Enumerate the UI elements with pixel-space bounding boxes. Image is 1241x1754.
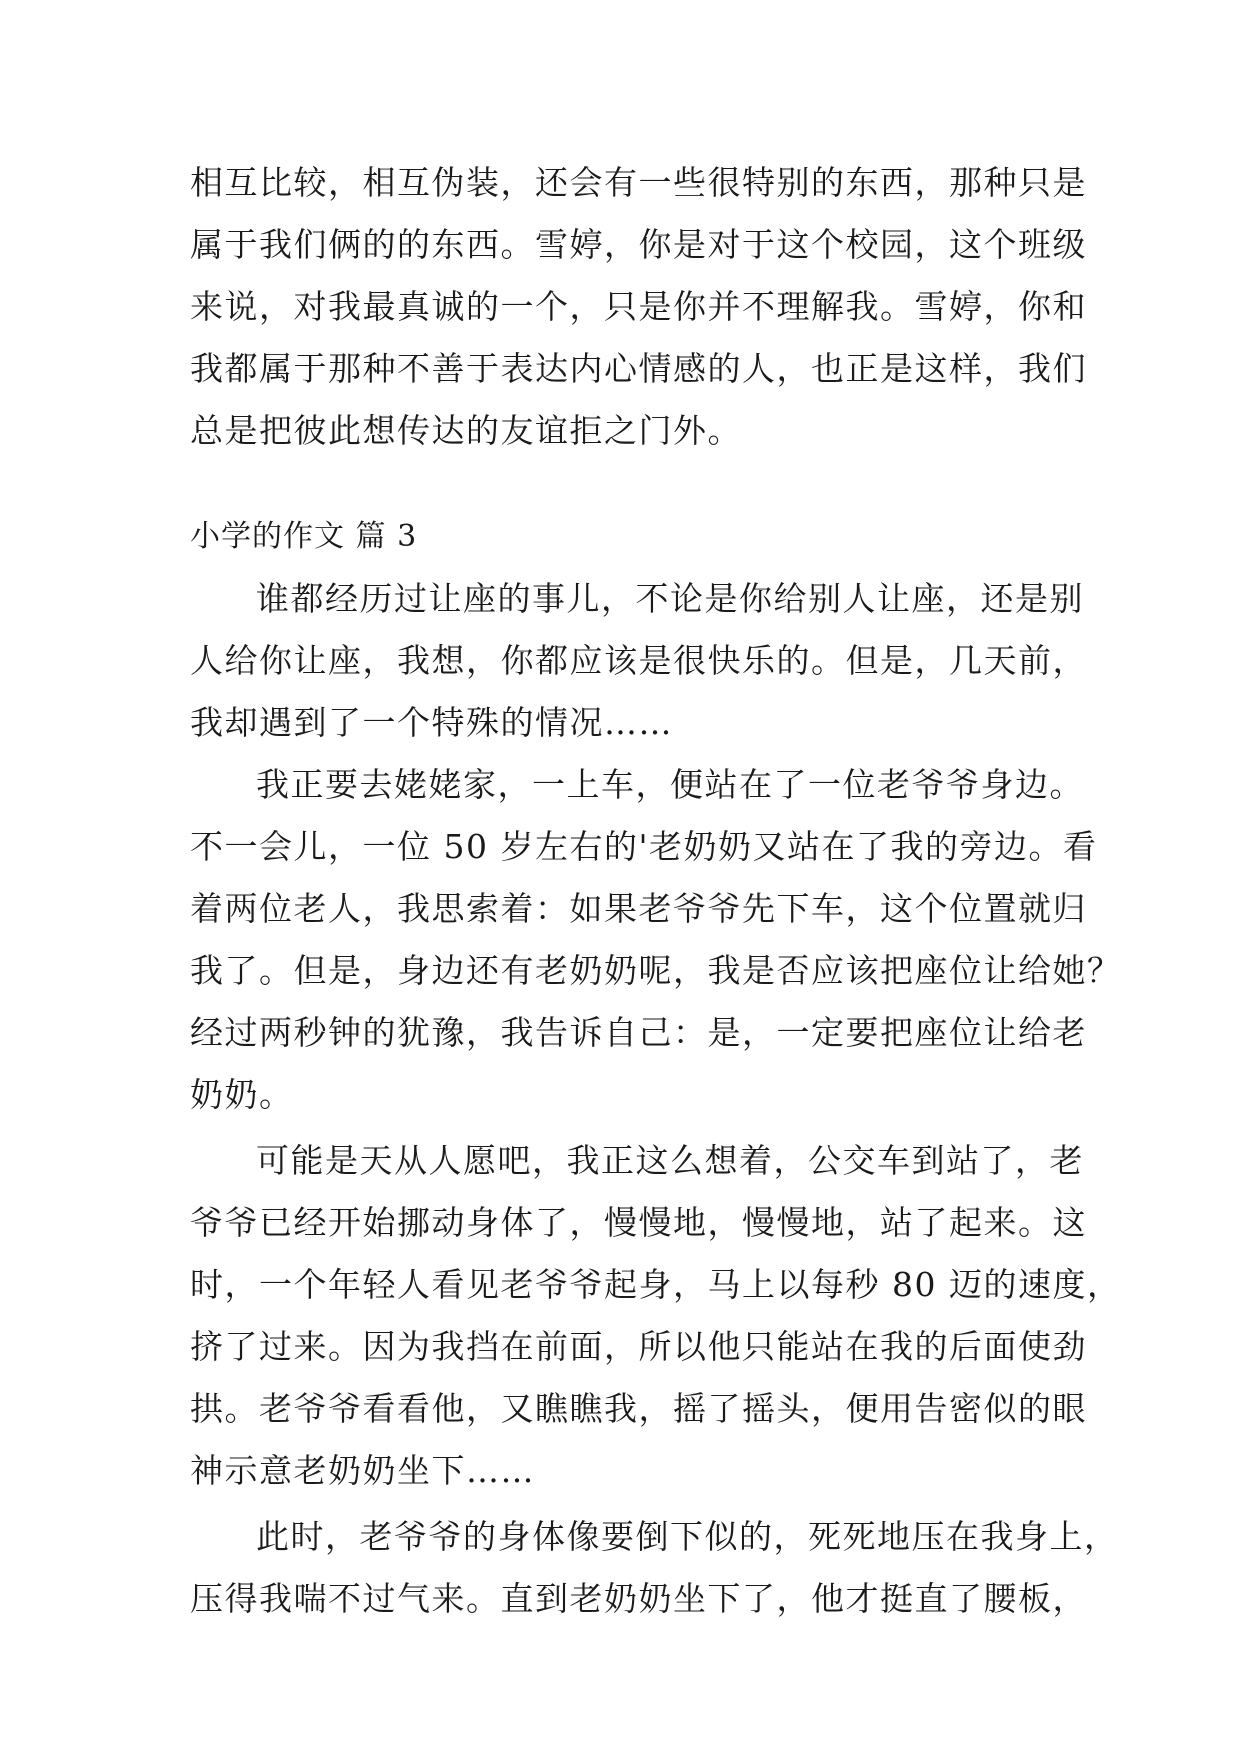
text-line: 挤了过来。因为我挡在前面，所以他只能站在我的后面使劲 — [190, 1327, 1087, 1366]
paragraph-1 — [190, 568, 1087, 754]
text-line: 爷爷已经开始挪动身体了，慢慢地，慢慢地，站了起来。这 — [190, 1203, 1087, 1242]
text-line: 奶奶。 — [190, 1075, 294, 1114]
section-heading: 小学的作文 篇 3 — [190, 519, 418, 554]
text-line: 此时，老爷爷的身体像要倒下似的，死死地压在我身上， — [256, 1517, 1119, 1556]
text-line: 人给你让座，我想，你都应该是很快乐的。但是，几天前， — [190, 641, 1087, 680]
text-line: 不一会儿，一位 50 岁左右的'老奶奶又站在了我的旁边。看 — [190, 827, 1098, 866]
text-line: 我了。但是，身边还有老奶奶呢，我是否应该把座位让给她？ — [190, 951, 1122, 990]
text-line: 我却遇到了一个特殊的情况…… — [190, 703, 673, 742]
text-line: 我都属于那种不善于表达内心情感的人，也正是这样，我们 — [190, 349, 1087, 388]
top-paragraph — [190, 152, 1087, 462]
paragraph-2 — [190, 754, 1122, 1126]
text-line: 经过两秒钟的犹豫，我告诉自己：是，一定要把座位让给老 — [190, 1013, 1087, 1052]
text-line: 时，一个年轻人看见老爷爷起身，马上以每秒 80 迈的速度， — [190, 1265, 1122, 1304]
paragraph-4 — [190, 1506, 1119, 1630]
document-body — [190, 152, 1122, 1630]
text-line: 神示意老奶奶坐下…… — [190, 1451, 535, 1490]
text-line: 可能是天从人愿吧，我正这么想着，公交车到站了，老 — [256, 1141, 1084, 1180]
text-line: 我正要去姥姥家，一上车，便站在了一位老爷爷身边。 — [256, 765, 1084, 804]
text-line: 着两位老人，我思索着：如果老爷爷先下车，这个位置就归 — [190, 889, 1087, 928]
text-line: 谁都经历过让座的事儿，不论是你给别人让座，还是别 — [256, 579, 1084, 618]
text-line: 来说，对我最真诚的一个，只是你并不理解我。雪婷，你和 — [190, 287, 1087, 326]
paragraph-3 — [190, 1130, 1122, 1502]
text-line: 属于我们俩的的东西。雪婷，你是对于这个校园，这个班级 — [190, 225, 1087, 264]
text-line: 拱。老爷爷看看他，又瞧瞧我，摇了摇头，便用告密似的眼 — [190, 1389, 1087, 1428]
section-spacer — [190, 462, 1050, 506]
text-line: 相互比较，相互伪装，还会有一些很特别的东西，那种只是 — [190, 163, 1087, 202]
text-line: 总是把彼此想传达的友谊拒之门外。 — [190, 411, 742, 450]
text-line: 压得我喘不过气来。直到老奶奶坐下了，他才挺直了腰板， — [190, 1579, 1087, 1618]
